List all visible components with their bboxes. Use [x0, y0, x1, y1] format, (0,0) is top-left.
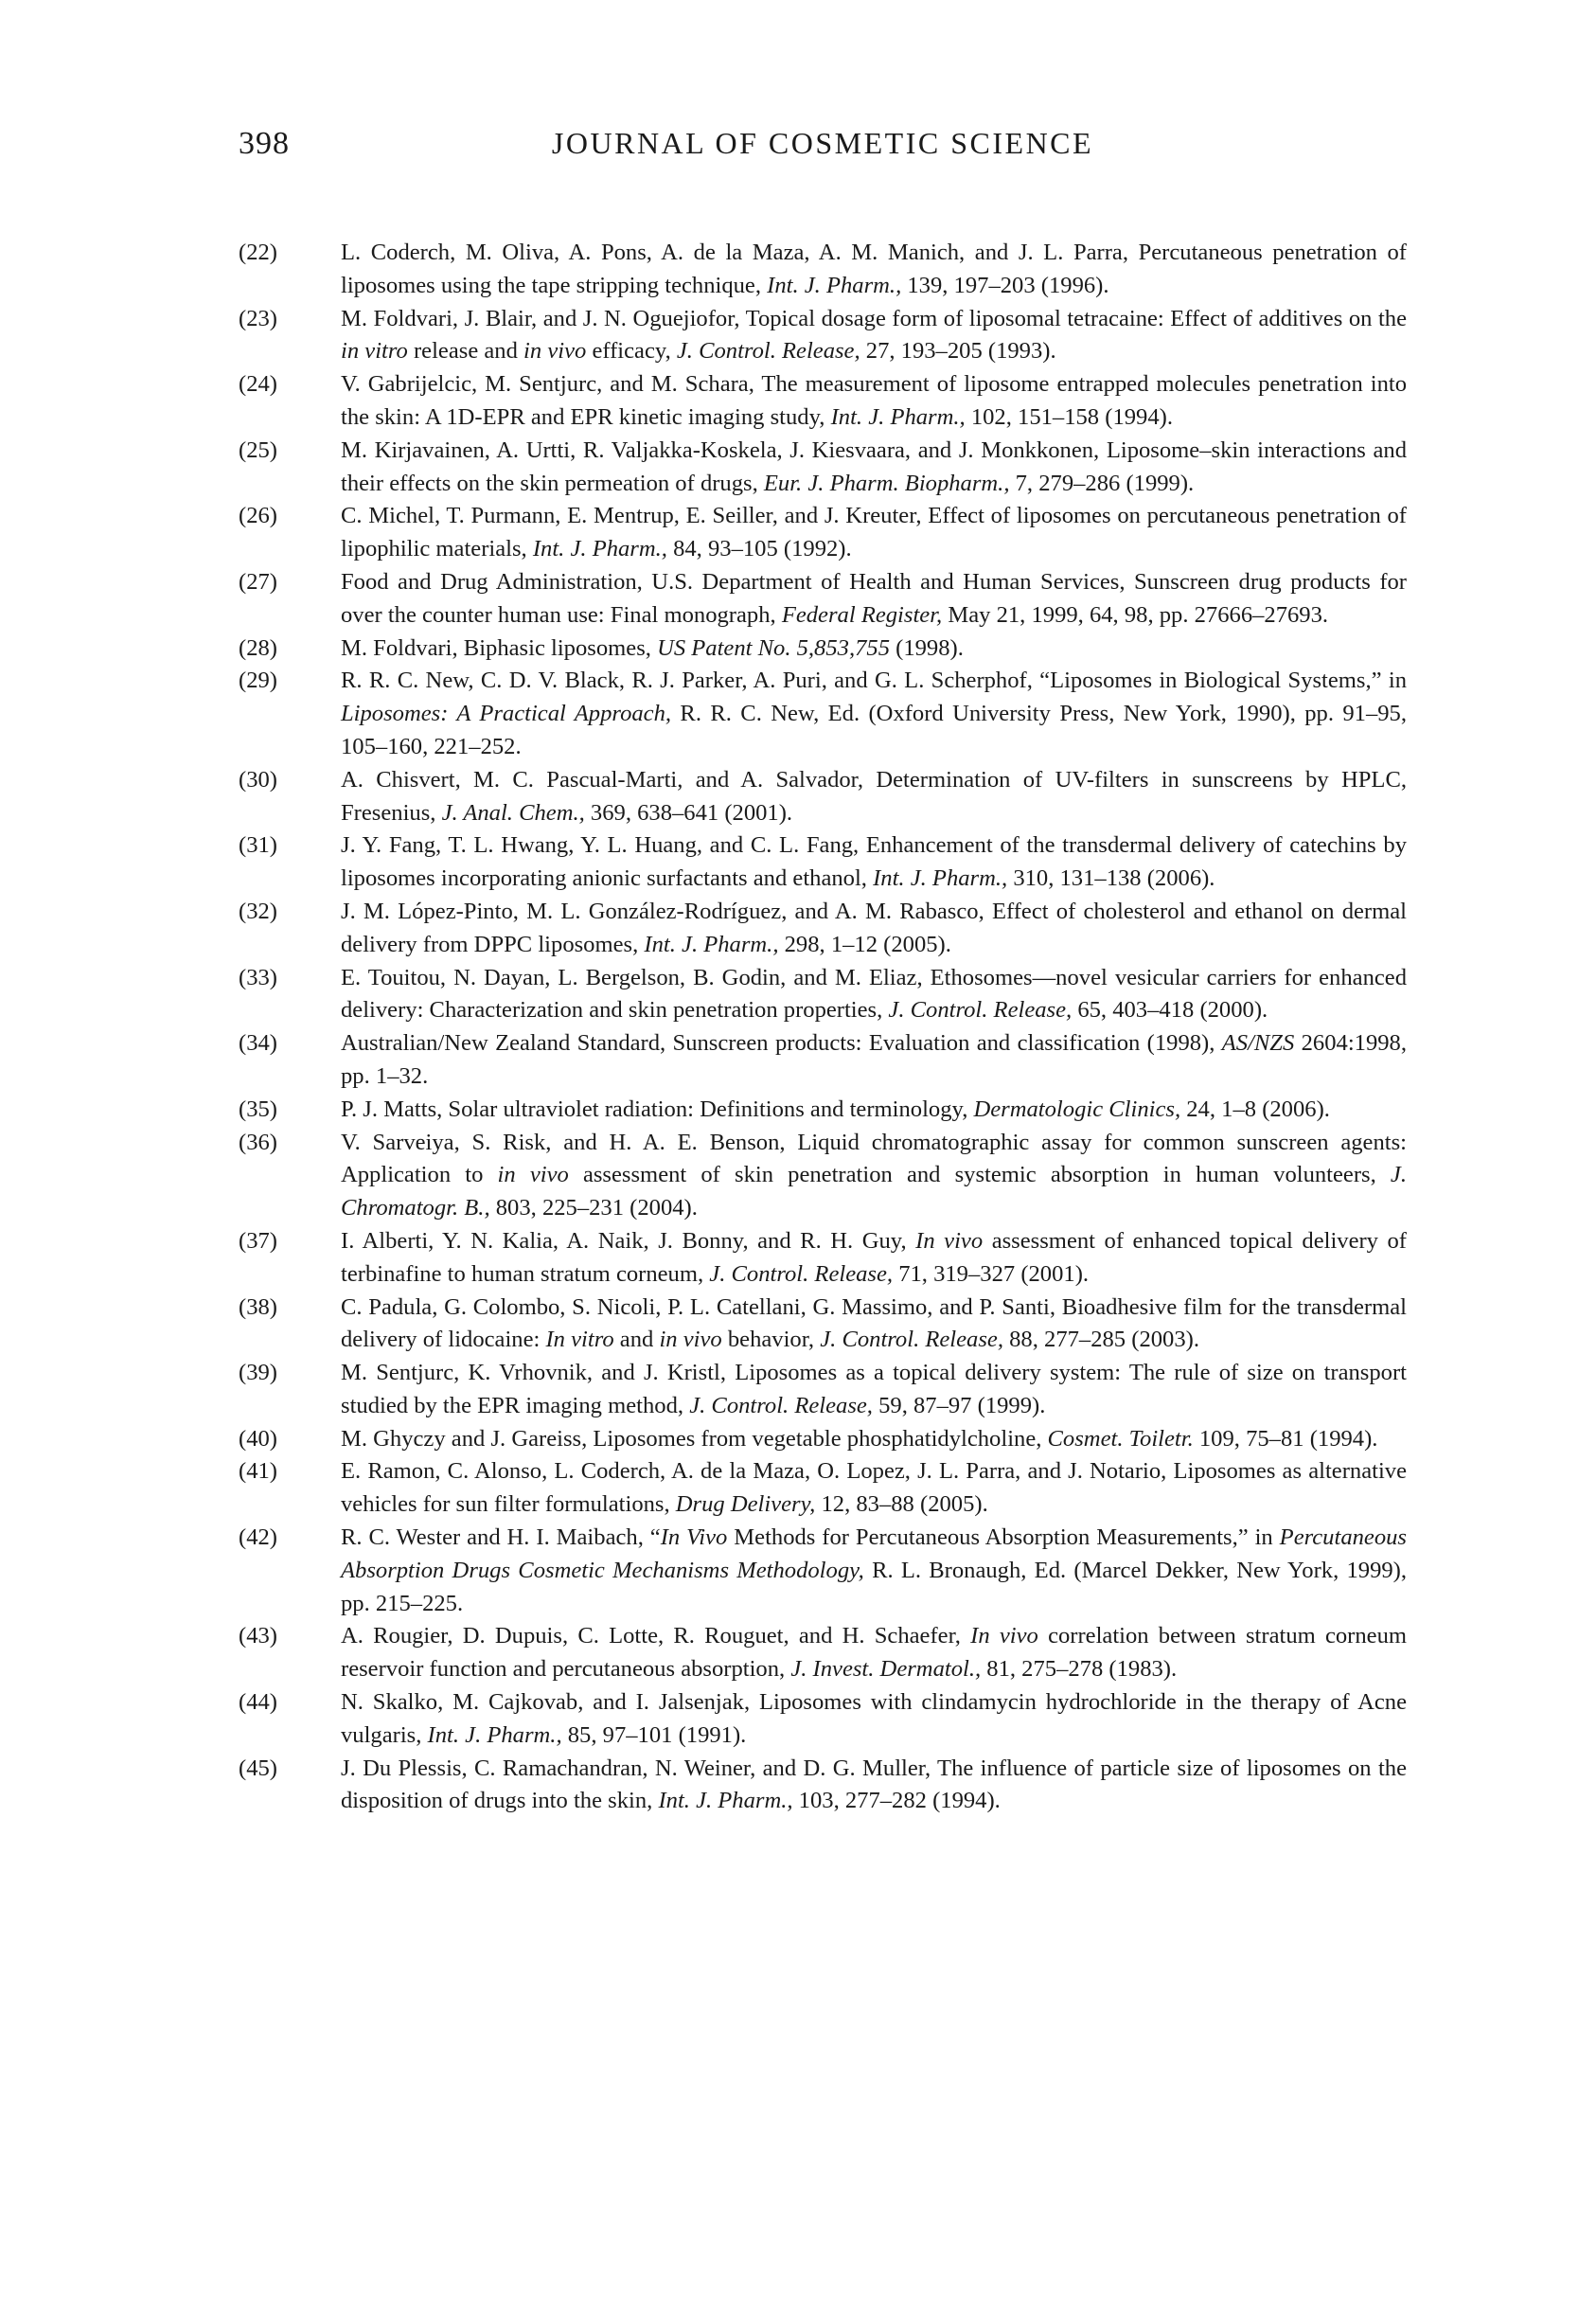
- reference-segment: May 21, 1999, 64, 98, pp. 27666–27693.: [942, 601, 1329, 628]
- reference-italic-segment: in vivo: [523, 338, 587, 365]
- reference-italic-segment: Int. J. Pharm.,: [767, 272, 902, 298]
- reference-item: [239, 1620, 1407, 1686]
- reference-italic-segment: J. Control. Release,: [709, 1260, 894, 1287]
- reference-number: (31): [239, 832, 277, 859]
- reference-italic-segment: AS/NZS: [1221, 1030, 1295, 1057]
- reference-segment: M. Foldvari, J. Blair, and J. N. Oguejiofor, Topical dosage form of liposomal tetracaine: Effect of additives on the: [341, 305, 1407, 331]
- reference-segment: 2604:1998, pp. 1–32.: [341, 1030, 1407, 1089]
- reference-segment: J. Du Plessis, C. Ramachandran, N. Weiner, and D. G. Muller, The influence of particle size of liposomes on the disposition of drugs into the skin,: [341, 1755, 1407, 1814]
- reference-item: [239, 1127, 1407, 1225]
- reference-segment: M. Ghyczy and J. Gareiss, Liposomes from vegetable phosphatidylcholine,: [341, 1425, 1048, 1452]
- reference-item: [239, 1357, 1407, 1423]
- reference-number: (36): [239, 1129, 277, 1155]
- reference-italic-segment: J. Control. Release,: [820, 1327, 1003, 1353]
- reference-segment: R. C. Wester and H. I. Maibach, “: [341, 1524, 661, 1551]
- reference-segment: R. L. Bronaugh, Ed. (Marcel Dekker, New York, 1999), pp. 215–225.: [341, 1557, 1408, 1616]
- reference-text: [341, 1522, 1407, 1620]
- reference-number: (32): [239, 898, 277, 924]
- reference-segment: J. Y. Fang, T. L. Hwang, Y. L. Huang, and C. L. Fang, Enhancement of the transdermal delivery of catechins by liposomes incorporating anionic surfactants and ethanol,: [341, 832, 1407, 892]
- reference-text: [341, 1094, 1407, 1127]
- reference-italic-segment: In Vivo: [660, 1524, 728, 1551]
- reference-segment: 88, 277–285 (2003).: [1002, 1327, 1199, 1353]
- reference-segment: V. Gabrijelcic, M. Sentjurc, and M. Schara, The measurement of liposome entrapped molecules penetration into the skin: A 1D-EPR and EPR kinetic imaging study,: [341, 371, 1407, 430]
- reference-segment: 12, 83–88 (2005).: [815, 1491, 988, 1518]
- reference-italic-segment: in vivo: [497, 1162, 569, 1188]
- reference-segment: 369, 638–641 (2001).: [584, 799, 793, 826]
- reference-text: [341, 633, 1407, 666]
- reference-item: [239, 1686, 1407, 1753]
- reference-italic-segment: in vivo: [659, 1327, 722, 1353]
- reference-text: [341, 500, 1407, 566]
- reference-number: (38): [239, 1293, 277, 1320]
- reference-number: (40): [239, 1425, 277, 1452]
- reference-segment: R. R. C. New, C. D. V. Black, R. J. Parker, A. Puri, and G. L. Scherphof, “Liposomes in Biological Systems,” in: [341, 668, 1407, 694]
- reference-text: [341, 1357, 1407, 1423]
- reference-segment: efficacy,: [586, 338, 677, 365]
- reference-item: [239, 435, 1407, 501]
- reference-text: [341, 368, 1407, 435]
- reference-segment: J. M. López-Pinto, M. L. González-Rodríguez, and A. M. Rabasco, Effect of cholesterol and ethanol on dermal delivery from DPPC liposomes,: [341, 898, 1407, 957]
- reference-item: [239, 237, 1407, 303]
- reference-italic-segment: J. Chromatogr. B.,: [341, 1162, 1407, 1221]
- reference-number: (26): [239, 503, 277, 529]
- reference-segment: 103, 277–282 (1994).: [792, 1788, 1001, 1814]
- reference-segment: 109, 75–81 (1994).: [1193, 1425, 1378, 1452]
- reference-item: [239, 829, 1407, 896]
- reference-italic-segment: Int. J. Pharm.,: [873, 865, 1008, 892]
- reference-text: [341, 1292, 1407, 1358]
- reference-segment: 84, 93–105 (1992).: [666, 536, 852, 562]
- reference-segment: C. Michel, T. Purmann, E. Mentrup, E. Seiller, and J. Kreuter, Effect of liposomes on percutaneous penetration of lipophilic materials,: [341, 503, 1407, 562]
- reference-text: [341, 1127, 1407, 1225]
- reference-segment: 298, 1–12 (2005).: [778, 931, 951, 957]
- reference-number: (37): [239, 1227, 277, 1254]
- reference-list: [239, 237, 1407, 1818]
- reference-italic-segment: Percutaneous Absorption Drugs Cosmetic Mechanisms Methodology,: [341, 1524, 1407, 1583]
- reference-segment: A. Chisvert, M. C. Pascual-Marti, and A. Salvador, Determination of UV-filters in sunscreens by HPLC, Fresenius,: [341, 766, 1407, 826]
- reference-segment: 24, 1–8 (2006).: [1180, 1096, 1330, 1122]
- reference-segment: 27, 193–205 (1993).: [860, 338, 1056, 365]
- reference-number: (35): [239, 1096, 277, 1122]
- reference-item: [239, 368, 1407, 435]
- reference-segment: 139, 197–203 (1996).: [901, 272, 1109, 298]
- reference-number: (33): [239, 964, 277, 990]
- reference-text: [341, 435, 1407, 501]
- reference-segment: 803, 225–231 (2004).: [489, 1195, 698, 1221]
- reference-segment: M. Kirjavainen, A. Urtti, R. Valjakka-Koskela, J. Kiesvaara, and J. Monkkonen, Liposome–skin interactions and their effects on the skin permeation of drugs,: [341, 437, 1407, 496]
- reference-item: [239, 896, 1407, 962]
- reference-number: (42): [239, 1524, 277, 1551]
- reference-italic-segment: In vitro: [545, 1327, 614, 1353]
- reference-segment: Australian/New Zealand Standard, Sunscreen products: Evaluation and classification (1998),: [341, 1030, 1222, 1057]
- reference-segment: 81, 275–278 (1983).: [981, 1656, 1178, 1683]
- reference-segment: 7, 279–286 (1999).: [1009, 470, 1195, 496]
- reference-segment: 65, 403–418 (2000).: [1072, 997, 1268, 1024]
- reference-segment: Food and Drug Administration, U.S. Department of Health and Human Services, Sunscreen drug products for over the counter human use: Final monograph,: [341, 568, 1407, 628]
- journal-title: JOURNAL OF COSMETIC SCIENCE: [551, 126, 1094, 160]
- page-number: 398: [239, 126, 290, 161]
- reference-segment: N. Skalko, M. Cajkovab, and I. Jalsenjak, Liposomes with clindamycin hydrochloride in the therapy of Acne vulgaris,: [341, 1689, 1407, 1748]
- reference-segment: (1998).: [890, 634, 964, 661]
- reference-segment: 85, 97–101 (1991).: [561, 1721, 747, 1748]
- reference-item: [239, 303, 1407, 369]
- reference-segment: P. J. Matts, Solar ultraviolet radiation: Definitions and terminology,: [341, 1096, 974, 1122]
- reference-italic-segment: Cosmet. Toiletr.: [1047, 1425, 1194, 1452]
- reference-text: [341, 1027, 1407, 1094]
- reference-item: [239, 1522, 1407, 1620]
- reference-segment: 102, 151–158 (1994).: [965, 403, 1173, 430]
- reference-segment: Methods for Percutaneous Absorption Measurements,” in: [727, 1524, 1280, 1551]
- reference-italic-segment: in vitro: [341, 338, 408, 365]
- reference-italic-segment: Int. J. Pharm.,: [830, 403, 966, 430]
- reference-text: [341, 829, 1407, 896]
- reference-segment: C. Padula, G. Colombo, S. Nicoli, P. L. Catellani, G. Massimo, and P. Santi, Bioadhesive film for the transdermal delivery of lidocaine:: [341, 1293, 1407, 1353]
- reference-italic-segment: Eur. J. Pharm. Biopharm.,: [763, 470, 1010, 496]
- reference-number: (39): [239, 1360, 277, 1386]
- reference-number: (22): [239, 240, 277, 265]
- reference-item: [239, 1455, 1407, 1522]
- reference-italic-segment: Drug Delivery,: [675, 1491, 816, 1518]
- reference-italic-segment: Int. J. Pharm.,: [644, 931, 779, 957]
- reference-number: (30): [239, 766, 277, 793]
- reference-text: [341, 764, 1407, 830]
- reference-segment: 310, 131–138 (2006).: [1007, 865, 1215, 892]
- reference-segment: E. Touitou, N. Dayan, L. Bergelson, B. Godin, and M. Eliaz, Ethosomes—novel vesicular carriers for enhanced delivery: Characterization and skin penetration properties,: [341, 964, 1407, 1024]
- reference-segment: assessment of enhanced topical delivery of terbinafine to human stratum corneum,: [341, 1227, 1407, 1287]
- reference-item: [239, 962, 1407, 1028]
- reference-item: [239, 633, 1407, 666]
- reference-italic-segment: J. Invest. Dermatol.,: [790, 1656, 982, 1683]
- reference-item: [239, 764, 1407, 830]
- reference-italic-segment: J. Anal. Chem.,: [441, 799, 585, 826]
- reference-number: (43): [239, 1623, 277, 1649]
- reference-italic-segment: J. Control. Release,: [676, 338, 860, 365]
- reference-segment: assessment of skin penetration and systemic absorption in human volunteers,: [568, 1162, 1391, 1188]
- reference-item: [239, 1027, 1407, 1094]
- reference-text: [341, 303, 1407, 369]
- reference-number: (29): [239, 668, 277, 694]
- reference-item: [239, 566, 1407, 633]
- reference-number: (41): [239, 1458, 277, 1485]
- reference-italic-segment: US Patent No. 5,853,755: [657, 634, 890, 661]
- reference-segment: M. Sentjurc, K. Vrhovnik, and J. Kristl, Liposomes as a topical delivery system: The rule of size on transport studied by the EPR imaging method,: [341, 1360, 1407, 1418]
- reference-text: [341, 896, 1407, 962]
- reference-number: (45): [239, 1755, 277, 1781]
- reference-italic-segment: In vivo: [970, 1623, 1038, 1649]
- reference-segment: A. Rougier, D. Dupuis, C. Lotte, R. Rouguet, and H. Schaefer,: [341, 1623, 971, 1649]
- reference-item: [239, 1423, 1407, 1456]
- reference-italic-segment: J. Control. Release,: [888, 997, 1073, 1024]
- reference-item: [239, 665, 1407, 763]
- running-header: [239, 126, 1407, 173]
- reference-text: [341, 665, 1407, 763]
- reference-segment: release and: [407, 338, 524, 365]
- reference-number: (24): [239, 371, 277, 398]
- reference-text: [341, 962, 1407, 1028]
- reference-text: [341, 1423, 1407, 1456]
- reference-italic-segment: In vivo: [915, 1227, 984, 1254]
- reference-italic-segment: J. Control. Release,: [689, 1392, 873, 1418]
- reference-item: [239, 1225, 1407, 1292]
- reference-segment: M. Foldvari, Biphasic liposomes,: [341, 634, 658, 661]
- reference-segment: R. R. C. New, Ed. (Oxford University Press, New York, 1990), pp. 91–95, 105–160, 221–252.: [341, 701, 1408, 759]
- reference-number: (27): [239, 568, 277, 595]
- reference-segment: 71, 319–327 (2001).: [893, 1260, 1090, 1287]
- reference-text: [341, 1686, 1407, 1753]
- reference-italic-segment: Federal Register,: [781, 601, 943, 628]
- reference-segment: V. Sarveiya, S. Risk, and H. A. E. Benson, Liquid chromatographic assay for common sunscreen agents: Application to: [341, 1129, 1407, 1188]
- reference-segment: and: [613, 1327, 660, 1353]
- reference-italic-segment: Liposomes: A Practical Approach,: [341, 701, 672, 727]
- reference-italic-segment: Int. J. Pharm.,: [427, 1721, 562, 1748]
- reference-text: [341, 1620, 1407, 1686]
- reference-item: [239, 1094, 1407, 1127]
- reference-segment: I. Alberti, Y. N. Kalia, A. Naik, J. Bonny, and R. H. Guy,: [341, 1227, 916, 1254]
- reference-item: [239, 1292, 1407, 1358]
- reference-italic-segment: Dermatologic Clinics,: [973, 1096, 1181, 1122]
- reference-item: [239, 1753, 1407, 1819]
- reference-italic-segment: Int. J. Pharm.,: [658, 1788, 793, 1814]
- reference-segment: L. Coderch, M. Oliva, A. Pons, A. de la Maza, A. M. Manich, and J. L. Parra, Percutaneous penetration of liposomes using the tape stripping technique,: [341, 240, 1407, 298]
- reference-segment: E. Ramon, C. Alonso, L. Coderch, A. de la Maza, O. Lopez, J. L. Parra, and J. Notario, Liposomes as alternative vehicles for sun filter formulations,: [341, 1458, 1407, 1518]
- reference-segment: correlation between stratum corneum reservoir function and percutaneous absorption,: [341, 1623, 1408, 1683]
- reference-number: (34): [239, 1030, 277, 1057]
- reference-text: [341, 1455, 1407, 1522]
- reference-text: [341, 566, 1407, 633]
- reference-number: (28): [239, 634, 277, 661]
- reference-item: [239, 500, 1407, 566]
- reference-text: [341, 1753, 1407, 1819]
- reference-number: (25): [239, 437, 277, 463]
- reference-number: (44): [239, 1689, 277, 1716]
- reference-segment: behavior,: [721, 1327, 821, 1353]
- reference-italic-segment: Int. J. Pharm.,: [532, 536, 667, 562]
- reference-number: (23): [239, 305, 277, 331]
- reference-text: [341, 1225, 1407, 1292]
- reference-segment: 59, 87–97 (1999).: [872, 1392, 1046, 1418]
- reference-text: [341, 237, 1407, 303]
